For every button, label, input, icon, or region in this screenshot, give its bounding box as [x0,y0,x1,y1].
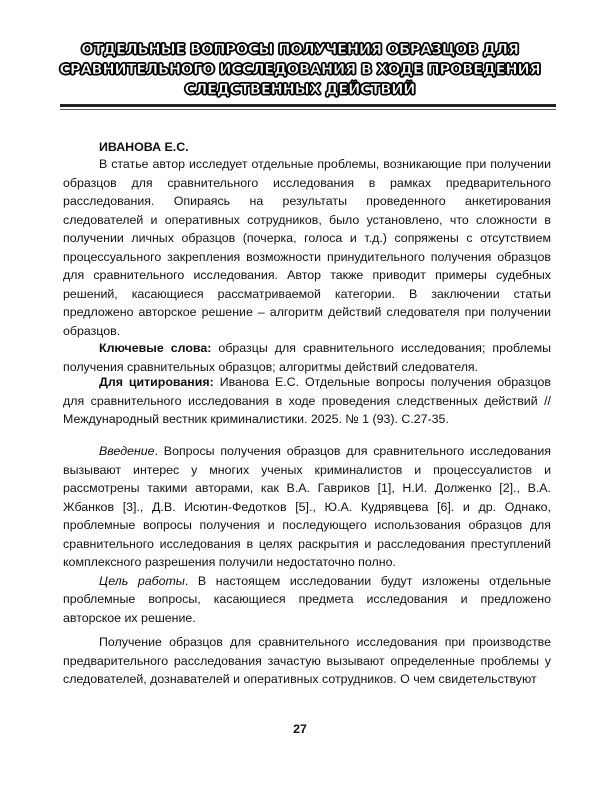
last-paragraph: Получение образцов для сравнительного исследования при производстве предварительного расследования зачастую вызывают определенные проблемы у следователей, дознавателей и оперативных сотрудников. О чем свидетельствуют [63,635,551,686]
keywords-label: Ключевые слова: [99,341,212,355]
page-number: 27 [293,722,307,736]
author-name: ИВАНОВА Е.С. [99,140,189,154]
main-text [63,442,551,689]
intro-label: Введение [99,444,155,458]
intro-text: . Вопросы получения образцов для сравнительного исследования вызывают интерес у многих ученых криминалистов и процессуалистов и рассмотрены такими авторами, как В.А. Гавриков [1], Н.И. Долженко [2]., В.А. Жбанков [3]., Д.В. Исютин-Федотков [5]., Ю.А. Кудрявцева [6]. и др. Однако, проблемные вопросы получения и последующего использования образцов для сравнительного исследования в целях раскрытия и расследования преступлений комплексного разрешения получили недостаточно полно. [63,444,551,569]
keywords-text: образцы для сравнительного исследования; проблемы получения сравнительных образцов; алгоритмы действий следователя. [63,341,551,374]
citation-paragraph [63,373,551,429]
intro-paragraph [63,442,551,572]
goal-paragraph [63,572,551,628]
keywords-paragraph [63,339,551,376]
goal-label: Цель работы [99,573,185,588]
abstract-paragraph: В статье автор исследует отдельные проблемы, возникающие при получении образцов для сравнительного исследования в рамках предварительного расследования. Опираясь на результаты проведенного анкетирования следователей и оперативных сотрудников, было установлено, что сложности в получении личных образцов (почерка, голоса и т.д.) сопряжены с отсутствием процессуального закрепления возможности принудительного получения образцов для сравнительного исследования. Автор также приводит примеры судебных решений, касающиеся рассматриваемой категории. В заключении статьи предложено авторское решение – алгоритм действий следователя при получении образцов. [63,157,551,338]
article-title: ОТДЕЛЬНЫЕ ВОПРОСЫ ПОЛУЧЕНИЯ ОБРАЗЦОВ ДЛЯ СРАВНИТЕЛЬНОГО ИССЛЕДОВАНИЯ В ХОДЕ ПРОВЕДЕНИЯ СЛЕДСТВЕННЫХ ДЕЙСТВИЙ [59,41,541,98]
citation-block [63,373,551,429]
abstract-block [63,155,551,340]
citation-label: Для цитирования: [99,375,214,389]
title-rule [60,104,556,107]
goal-text: . В настоящем исследовании будут изложены отдельные проблемные вопросы, касающиеся предмета исследования и предложено авторское их решение. [63,573,551,625]
keywords-block [63,339,551,376]
title-rule-thin [60,109,556,110]
citation-text: Иванова Е.С. Отдельные вопросы получения образцов для сравнительного исследования в ходе проведения следственных действий // Международный вестник криминалистики. 2025. № 1 (93). С.27-35. [63,375,551,426]
